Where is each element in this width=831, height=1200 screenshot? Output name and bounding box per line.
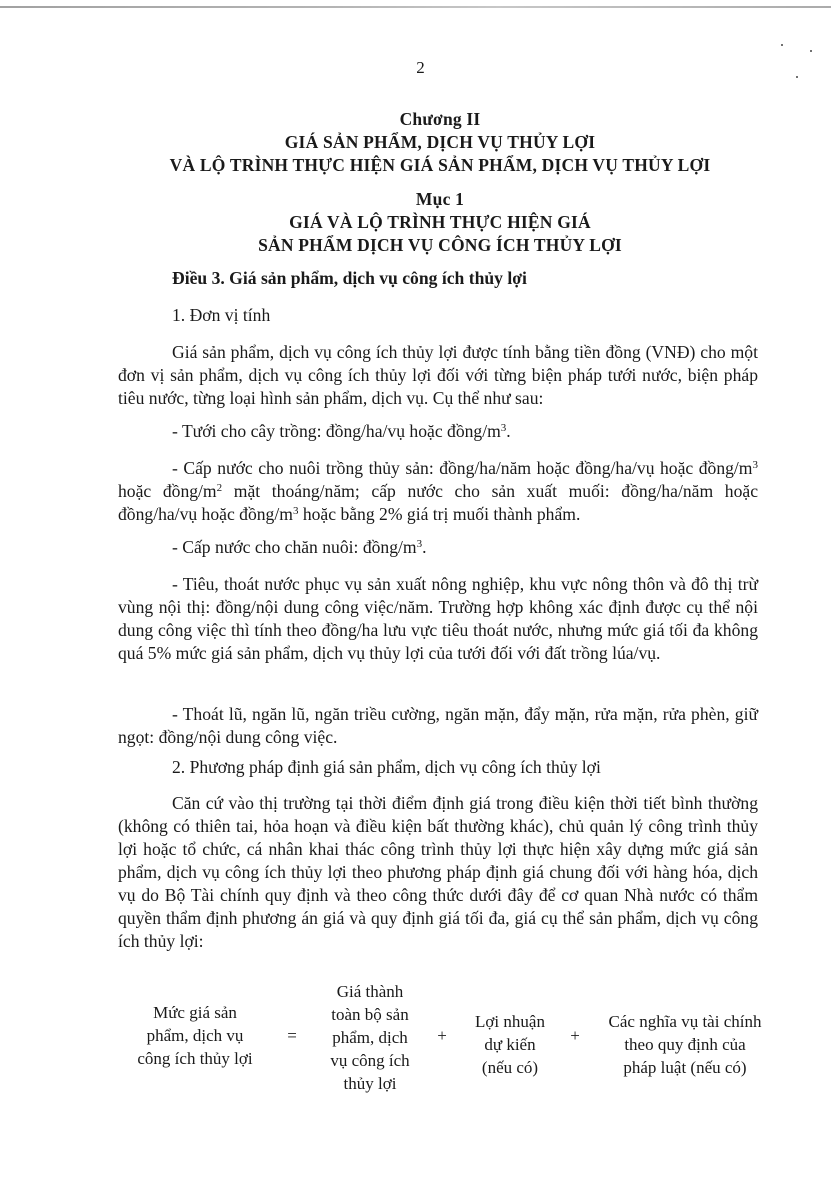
scan-edge-line: [0, 6, 831, 8]
price-formula: [0, 980, 831, 1120]
superscript-3: 3: [292, 505, 299, 517]
formula-line: phẩm, dịch vụ: [146, 1026, 244, 1045]
chapter-label: Chương II: [399, 109, 481, 129]
formula-term-cost: [310, 980, 430, 1095]
formula-line: Các nghĩa vụ tài chính: [608, 1012, 762, 1031]
formula-line: Lợi nhuận: [475, 1012, 545, 1031]
section-title-line2: SẢN PHẨM DỊCH VỤ CÔNG ÍCH THỦY LỢI: [258, 235, 622, 255]
formula-equals-sign: =: [287, 1026, 297, 1045]
formula-line: (nếu có): [481, 1058, 539, 1077]
article-heading: Điều 3. Giá sản phẩm, dịch vụ công ích thủy lợi: [172, 268, 527, 288]
formula-plus-sign: +: [570, 1026, 580, 1045]
page-number: 2: [416, 58, 425, 77]
formula-term-obligations: [590, 1010, 780, 1079]
chapter-title-line1: GIÁ SẢN PHẨM, DỊCH VỤ THỦY LỢI: [284, 132, 596, 152]
superscript-3: 3: [500, 422, 507, 434]
formula-line: Mức giá sản: [153, 1003, 237, 1022]
period: .: [506, 421, 511, 441]
chapter-title-line2: VÀ LỘ TRÌNH THỰC HIỆN GIÁ SẢN PHẨM, DỊCH VỤ THỦY LỢI: [169, 155, 711, 175]
bullet-aquaculture-part-d: hoặc bằng 2% giá trị muối thành phẩm.: [298, 504, 581, 524]
formula-line: công ích thủy lợi: [137, 1049, 253, 1068]
bullet-irrigation-crops: [118, 420, 758, 443]
formula-line: theo quy định của: [624, 1035, 746, 1054]
bullet-aquaculture-part-a: - Cấp nước cho nuôi trồng thủy sản: đồng/ha/năm hoặc đồng/ha/vụ hoặc đồng/m: [172, 458, 753, 478]
section-label: Mục 1: [415, 189, 465, 209]
bullet-aquaculture-part-b: hoặc đồng/m: [118, 481, 217, 501]
item2-body-paragraph: Căn cứ vào thị trường tại thời điểm định giá trong điều kiện thời tiết bình thường (không có thiên tai, hỏa hoạn và điều kiện bất thường khác), chủ quản lý công trình thủy lợi hoặc tổ chức, cá nhân khai thác công trình thủy lợi thực hiện xây dựng mức giá sản phẩm, dịch vụ công ích thủy lợi theo phương pháp định giá chung đối với hàng hóa, dịch vụ do Bộ Tài chính quy định và theo công thức dưới đây để cơ quan Nhà nước có thẩm quyền thẩm định phương án giá và quy định giá tối đa, giá cụ thể sản phẩm, dịch vụ công ích thủy lợi:: [118, 793, 758, 951]
item1-heading: 1. Đơn vị tính: [172, 305, 271, 325]
period: .: [422, 537, 427, 557]
item1-intro-paragraph: Giá sản phẩm, dịch vụ công ích thủy lợi được tính bằng tiền đồng (VNĐ) cho một đơn vị sản phẩm, dịch vụ công ích thủy lợi đối với từng biện pháp tưới nước, biện pháp tiêu nước, từng loại hình sản phẩm, dịch vụ. Cụ thể như sau:: [118, 342, 758, 408]
formula-plus-sign: +: [437, 1026, 447, 1045]
formula-line: toàn bộ sản: [331, 1005, 409, 1024]
scan-speck: [810, 50, 812, 52]
bullet-aquaculture-part-c: mặt thoáng/năm; cấp nước cho sản xuất muối: đồng/ha/năm hoặc đồng/ha/vụ hoặc đồng/m: [118, 481, 759, 524]
bullet-drainage: - Tiêu, thoát nước phục vụ sản xuất nông nghiệp, khu vực nông thôn và đô thị trừ vùng nội thị: đồng/nội dung công việc/năm. Trường hợp không xác định được cụ thể nội dung công việc thì tính theo đồng/ha lưu vực tiêu thoát nước, nhưng mức giá tối đa không quá 5% mức giá sản phẩm, dịch vụ thủy lợi của tưới đối với đất trồng lúa/vụ.: [118, 574, 758, 663]
bullet-livestock-text: - Cấp nước cho chăn nuôi: đồng/m: [172, 537, 417, 557]
formula-line: vụ công ích: [330, 1051, 410, 1070]
superscript-2: 2: [216, 482, 223, 494]
bullet-flood-control: - Thoát lũ, ngăn lũ, ngăn triều cường, ngăn mặn, đẩy mặn, rửa mặn, rửa phèn, giữ ngọt: đồng/nội dung công việc.: [118, 704, 758, 747]
item2-heading: 2. Phương pháp định giá sản phẩm, dịch vụ công ích thủy lợi: [172, 757, 601, 777]
bullet-livestock: [118, 536, 758, 559]
formula-line: phẩm, dịch: [332, 1028, 408, 1047]
formula-term-profit: [455, 1010, 565, 1079]
formula-line: Giá thành: [336, 982, 404, 1001]
scan-speck: [781, 44, 783, 46]
superscript-3: 3: [752, 459, 758, 471]
bullet-irrigation-crops-text: - Tưới cho cây trồng: đồng/ha/vụ hoặc đồng/m: [172, 421, 501, 441]
formula-line: dự kiến: [484, 1035, 536, 1054]
formula-line: thủy lợi: [343, 1074, 397, 1093]
section-title-line1: GIÁ VÀ LỘ TRÌNH THỰC HIỆN GIÁ: [289, 212, 591, 232]
superscript-3: 3: [416, 538, 423, 550]
bullet-aquaculture-salt: [118, 457, 758, 526]
formula-term-price: [120, 1001, 270, 1070]
formula-line: pháp luật (nếu có): [623, 1058, 747, 1077]
